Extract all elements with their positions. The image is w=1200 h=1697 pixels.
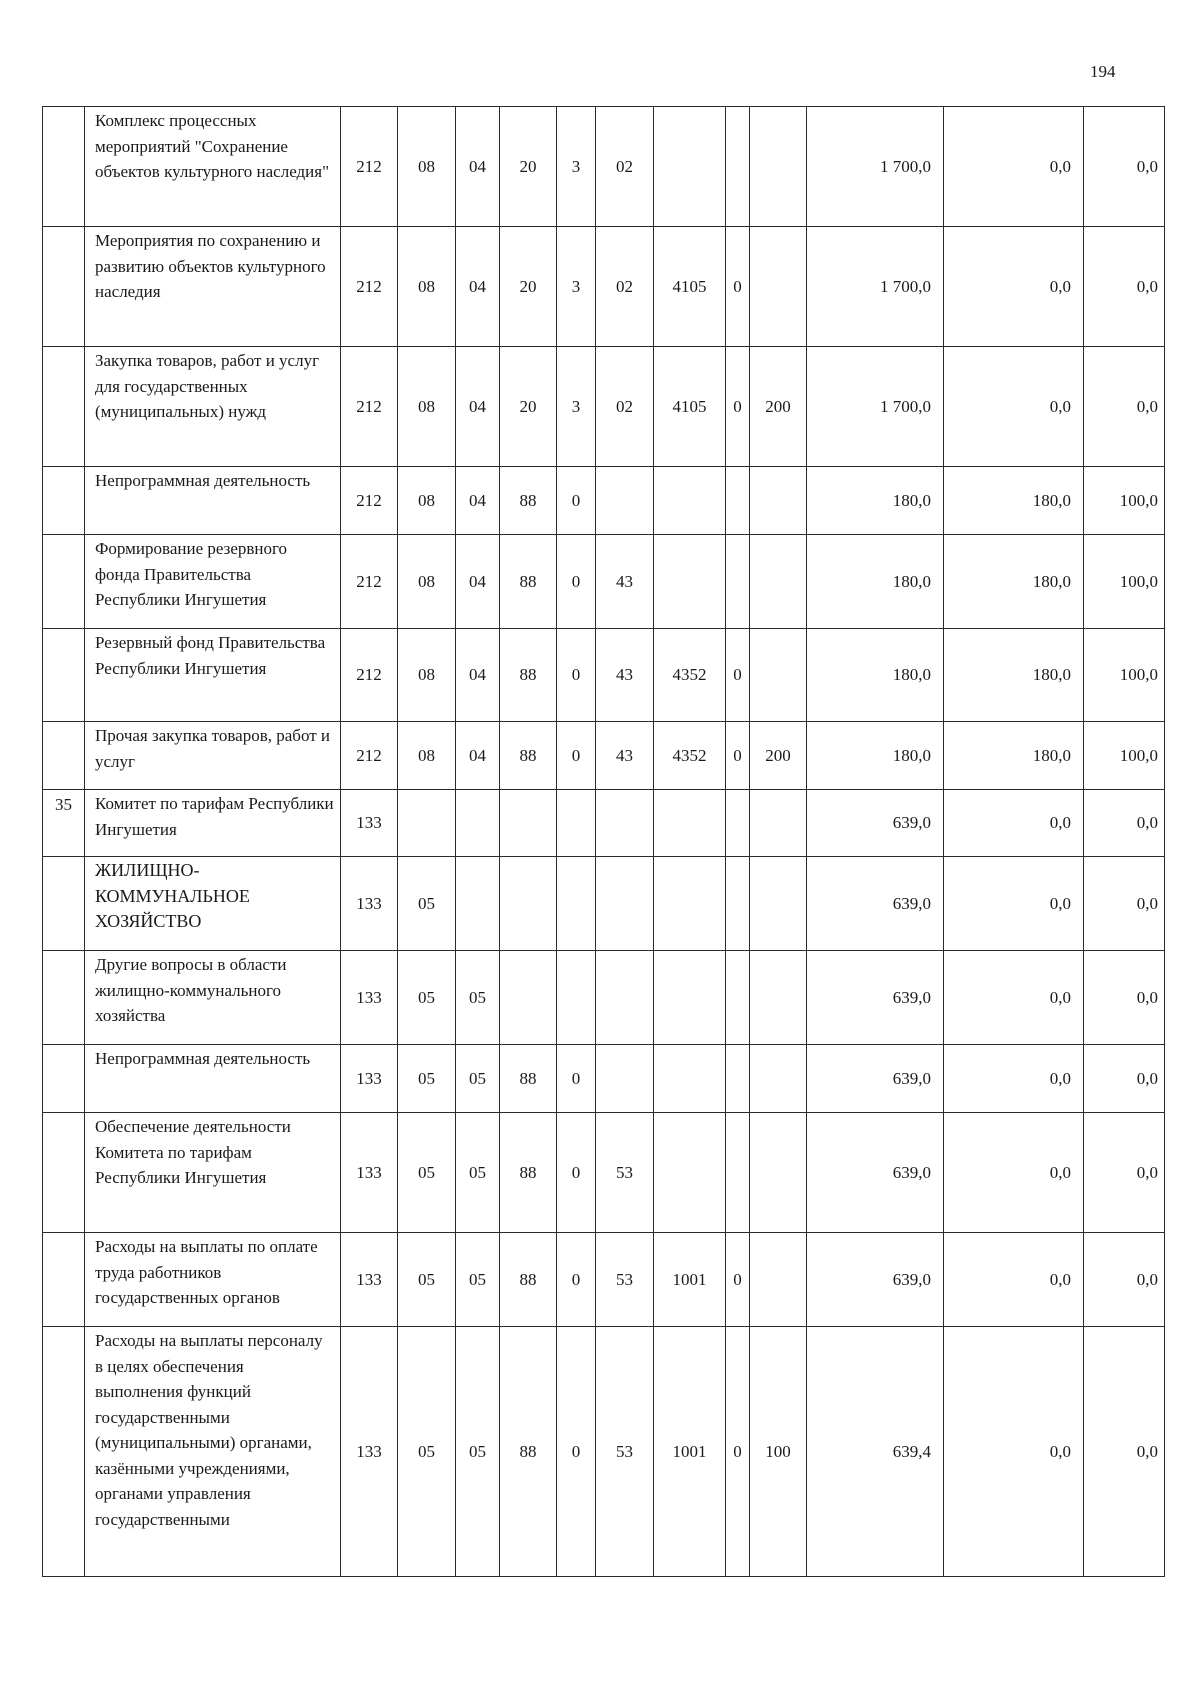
- row-index: [43, 722, 85, 790]
- table-row: [43, 227, 1165, 347]
- amount-cell: 639,0: [807, 1113, 944, 1233]
- code-cell: 05: [456, 1045, 500, 1113]
- amount-cell: 639,0: [807, 1233, 944, 1327]
- code-cell: 0: [557, 1113, 596, 1233]
- code-cell: [654, 951, 726, 1045]
- table-row: [43, 1045, 1165, 1113]
- amount-cell: 0,0: [944, 951, 1084, 1045]
- code-cell: 04: [456, 107, 500, 227]
- code-cell: [750, 790, 807, 857]
- amount-cell: 0,0: [944, 227, 1084, 347]
- row-name: Другие вопросы в области жилищно-коммунального хозяйства: [85, 951, 341, 1045]
- code-cell: 02: [596, 107, 654, 227]
- code-cell: [726, 790, 750, 857]
- amount-cell: 1 700,0: [807, 107, 944, 227]
- row-index: [43, 1045, 85, 1113]
- percent-cell: 0,0: [1084, 1113, 1165, 1233]
- code-cell: 43: [596, 629, 654, 722]
- code-cell: 88: [500, 722, 557, 790]
- table-row: [43, 857, 1165, 951]
- code-cell: 05: [398, 857, 456, 951]
- code-cell: 133: [341, 1327, 398, 1577]
- code-cell: [596, 1045, 654, 1113]
- code-cell: [726, 467, 750, 535]
- code-cell: 04: [456, 629, 500, 722]
- percent-cell: 100,0: [1084, 629, 1165, 722]
- percent-cell: 0,0: [1084, 1045, 1165, 1113]
- code-cell: 0: [557, 722, 596, 790]
- code-cell: 212: [341, 107, 398, 227]
- code-cell: [398, 790, 456, 857]
- percent-cell: 0,0: [1084, 951, 1165, 1045]
- code-cell: [750, 467, 807, 535]
- code-cell: 08: [398, 347, 456, 467]
- code-cell: [596, 467, 654, 535]
- code-cell: 02: [596, 347, 654, 467]
- row-name: Мероприятия по сохранению и развитию объектов культурного наследия: [85, 227, 341, 347]
- code-cell: 20: [500, 227, 557, 347]
- amount-cell: 180,0: [944, 722, 1084, 790]
- amount-cell: 180,0: [944, 467, 1084, 535]
- row-name: Непрограммная деятельность: [85, 467, 341, 535]
- table-row: [43, 467, 1165, 535]
- code-cell: 05: [398, 1045, 456, 1113]
- amount-cell: 1 700,0: [807, 347, 944, 467]
- row-index: [43, 629, 85, 722]
- code-cell: 05: [456, 1113, 500, 1233]
- code-cell: [750, 535, 807, 629]
- code-cell: 88: [500, 1113, 557, 1233]
- code-cell: 212: [341, 535, 398, 629]
- code-cell: [654, 107, 726, 227]
- code-cell: [596, 951, 654, 1045]
- code-cell: 0: [726, 1327, 750, 1577]
- code-cell: 3: [557, 347, 596, 467]
- code-cell: 212: [341, 227, 398, 347]
- code-cell: 133: [341, 1233, 398, 1327]
- code-cell: 43: [596, 535, 654, 629]
- code-cell: 04: [456, 722, 500, 790]
- row-name: Закупка товаров, работ и услуг для государственных (муниципальных) нужд: [85, 347, 341, 467]
- table-row: [43, 629, 1165, 722]
- row-name: Прочая закупка товаров, работ и услуг: [85, 722, 341, 790]
- code-cell: 133: [341, 1113, 398, 1233]
- table-row: [43, 107, 1165, 227]
- row-index: [43, 107, 85, 227]
- row-index: [43, 951, 85, 1045]
- code-cell: 212: [341, 722, 398, 790]
- row-index: [43, 1327, 85, 1577]
- amount-cell: 639,0: [807, 857, 944, 951]
- code-cell: 53: [596, 1327, 654, 1577]
- code-cell: 05: [398, 1233, 456, 1327]
- code-cell: 05: [398, 1113, 456, 1233]
- percent-cell: 100,0: [1084, 535, 1165, 629]
- amount-cell: 0,0: [944, 1327, 1084, 1577]
- code-cell: [654, 535, 726, 629]
- row-name: ЖИЛИЩНО-КОММУНАЛЬНОЕ ХОЗЯЙСТВО: [85, 857, 341, 951]
- code-cell: 05: [398, 951, 456, 1045]
- code-cell: [726, 951, 750, 1045]
- table-row: [43, 790, 1165, 857]
- code-cell: 4105: [654, 347, 726, 467]
- code-cell: 04: [456, 227, 500, 347]
- code-cell: [750, 1113, 807, 1233]
- code-cell: 212: [341, 629, 398, 722]
- code-cell: [654, 1045, 726, 1113]
- code-cell: 53: [596, 1113, 654, 1233]
- code-cell: [726, 107, 750, 227]
- code-cell: 04: [456, 347, 500, 467]
- code-cell: [557, 951, 596, 1045]
- code-cell: [726, 1045, 750, 1113]
- code-cell: 133: [341, 857, 398, 951]
- code-cell: [456, 790, 500, 857]
- code-cell: 02: [596, 227, 654, 347]
- code-cell: [750, 1233, 807, 1327]
- amount-cell: 180,0: [807, 535, 944, 629]
- row-name: Формирование резервного фонда Правительства Республики Ингушетия: [85, 535, 341, 629]
- code-cell: 05: [398, 1327, 456, 1577]
- percent-cell: 0,0: [1084, 107, 1165, 227]
- code-cell: [750, 107, 807, 227]
- row-index: [43, 467, 85, 535]
- percent-cell: 100,0: [1084, 467, 1165, 535]
- code-cell: [654, 857, 726, 951]
- percent-cell: 0,0: [1084, 857, 1165, 951]
- code-cell: [596, 857, 654, 951]
- code-cell: 0: [726, 1233, 750, 1327]
- code-cell: 43: [596, 722, 654, 790]
- code-cell: 20: [500, 347, 557, 467]
- code-cell: [750, 1045, 807, 1113]
- code-cell: [557, 790, 596, 857]
- percent-cell: 0,0: [1084, 347, 1165, 467]
- code-cell: [750, 857, 807, 951]
- amount-cell: 0,0: [944, 1233, 1084, 1327]
- amount-cell: 180,0: [807, 467, 944, 535]
- amount-cell: 180,0: [807, 629, 944, 722]
- code-cell: 0: [557, 535, 596, 629]
- amount-cell: 180,0: [944, 535, 1084, 629]
- table-row: [43, 722, 1165, 790]
- code-cell: 05: [456, 1327, 500, 1577]
- code-cell: 0: [557, 1327, 596, 1577]
- percent-cell: 100,0: [1084, 722, 1165, 790]
- code-cell: 88: [500, 1233, 557, 1327]
- amount-cell: 0,0: [944, 1045, 1084, 1113]
- amount-cell: 639,0: [807, 951, 944, 1045]
- code-cell: [654, 790, 726, 857]
- percent-cell: 0,0: [1084, 790, 1165, 857]
- code-cell: 04: [456, 467, 500, 535]
- row-index: [43, 227, 85, 347]
- code-cell: 0: [557, 629, 596, 722]
- code-cell: 88: [500, 629, 557, 722]
- code-cell: 3: [557, 227, 596, 347]
- amount-cell: 0,0: [944, 1113, 1084, 1233]
- row-index: [43, 1233, 85, 1327]
- code-cell: [654, 1113, 726, 1233]
- code-cell: 08: [398, 535, 456, 629]
- percent-cell: 0,0: [1084, 1233, 1165, 1327]
- table-row: [43, 535, 1165, 629]
- percent-cell: 0,0: [1084, 1327, 1165, 1577]
- code-cell: 4352: [654, 722, 726, 790]
- code-cell: 133: [341, 1045, 398, 1113]
- row-name: Резервный фонд Правительства Республики Ингушетия: [85, 629, 341, 722]
- row-name: Комплекс процессных мероприятий "Сохранение объектов культурного наследия": [85, 107, 341, 227]
- code-cell: 3: [557, 107, 596, 227]
- page-number: 194: [1090, 62, 1116, 81]
- code-cell: 0: [726, 227, 750, 347]
- code-cell: 1001: [654, 1233, 726, 1327]
- amount-cell: 0,0: [944, 347, 1084, 467]
- code-cell: 53: [596, 1233, 654, 1327]
- code-cell: 212: [341, 467, 398, 535]
- code-cell: 88: [500, 1045, 557, 1113]
- table-row: [43, 1327, 1165, 1577]
- code-cell: 1001: [654, 1327, 726, 1577]
- budget-table: [42, 106, 1165, 1577]
- code-cell: [654, 467, 726, 535]
- code-cell: [726, 535, 750, 629]
- amount-cell: 180,0: [944, 629, 1084, 722]
- code-cell: 08: [398, 107, 456, 227]
- row-index: 35: [43, 790, 85, 857]
- code-cell: 133: [341, 790, 398, 857]
- code-cell: 88: [500, 467, 557, 535]
- code-cell: 04: [456, 535, 500, 629]
- code-cell: [456, 857, 500, 951]
- table-row: [43, 951, 1165, 1045]
- code-cell: 0: [557, 1045, 596, 1113]
- code-cell: 0: [726, 347, 750, 467]
- code-cell: 08: [398, 629, 456, 722]
- code-cell: 0: [726, 722, 750, 790]
- code-cell: 0: [557, 467, 596, 535]
- code-cell: [500, 857, 557, 951]
- code-cell: [500, 790, 557, 857]
- code-cell: 200: [750, 347, 807, 467]
- row-name: Комитет по тарифам Республики Ингушетия: [85, 790, 341, 857]
- amount-cell: 0,0: [944, 790, 1084, 857]
- code-cell: 08: [398, 227, 456, 347]
- amount-cell: 639,4: [807, 1327, 944, 1577]
- amount-cell: 180,0: [807, 722, 944, 790]
- row-name: Обеспечение деятельности Комитета по тарифам Республики Ингушетия: [85, 1113, 341, 1233]
- amount-cell: 0,0: [944, 107, 1084, 227]
- row-name: Расходы на выплаты персоналу в целях обеспечения выполнения функций государственными (муниципальными) органами, казёнными учреждениями, органами управления государственными: [85, 1327, 341, 1577]
- row-index: [43, 535, 85, 629]
- code-cell: [557, 857, 596, 951]
- code-cell: 212: [341, 347, 398, 467]
- row-name: Расходы на выплаты по оплате труда работников государственных органов: [85, 1233, 341, 1327]
- code-cell: 08: [398, 467, 456, 535]
- code-cell: [750, 629, 807, 722]
- amount-cell: 0,0: [944, 857, 1084, 951]
- code-cell: 4352: [654, 629, 726, 722]
- code-cell: 100: [750, 1327, 807, 1577]
- code-cell: 133: [341, 951, 398, 1045]
- code-cell: 20: [500, 107, 557, 227]
- code-cell: 4105: [654, 227, 726, 347]
- code-cell: 05: [456, 951, 500, 1045]
- code-cell: 200: [750, 722, 807, 790]
- code-cell: [726, 857, 750, 951]
- amount-cell: 1 700,0: [807, 227, 944, 347]
- amount-cell: 639,0: [807, 1045, 944, 1113]
- code-cell: 05: [456, 1233, 500, 1327]
- percent-cell: 0,0: [1084, 227, 1165, 347]
- row-index: [43, 857, 85, 951]
- code-cell: 88: [500, 1327, 557, 1577]
- row-index: [43, 347, 85, 467]
- row-name: Непрограммная деятельность: [85, 1045, 341, 1113]
- amount-cell: 639,0: [807, 790, 944, 857]
- code-cell: [750, 951, 807, 1045]
- code-cell: [500, 951, 557, 1045]
- code-cell: 0: [557, 1233, 596, 1327]
- table-row: [43, 1113, 1165, 1233]
- table-row: [43, 347, 1165, 467]
- code-cell: 08: [398, 722, 456, 790]
- table-row: [43, 1233, 1165, 1327]
- code-cell: 0: [726, 629, 750, 722]
- code-cell: [596, 790, 654, 857]
- row-index: [43, 1113, 85, 1233]
- code-cell: [726, 1113, 750, 1233]
- code-cell: [750, 227, 807, 347]
- code-cell: 88: [500, 535, 557, 629]
